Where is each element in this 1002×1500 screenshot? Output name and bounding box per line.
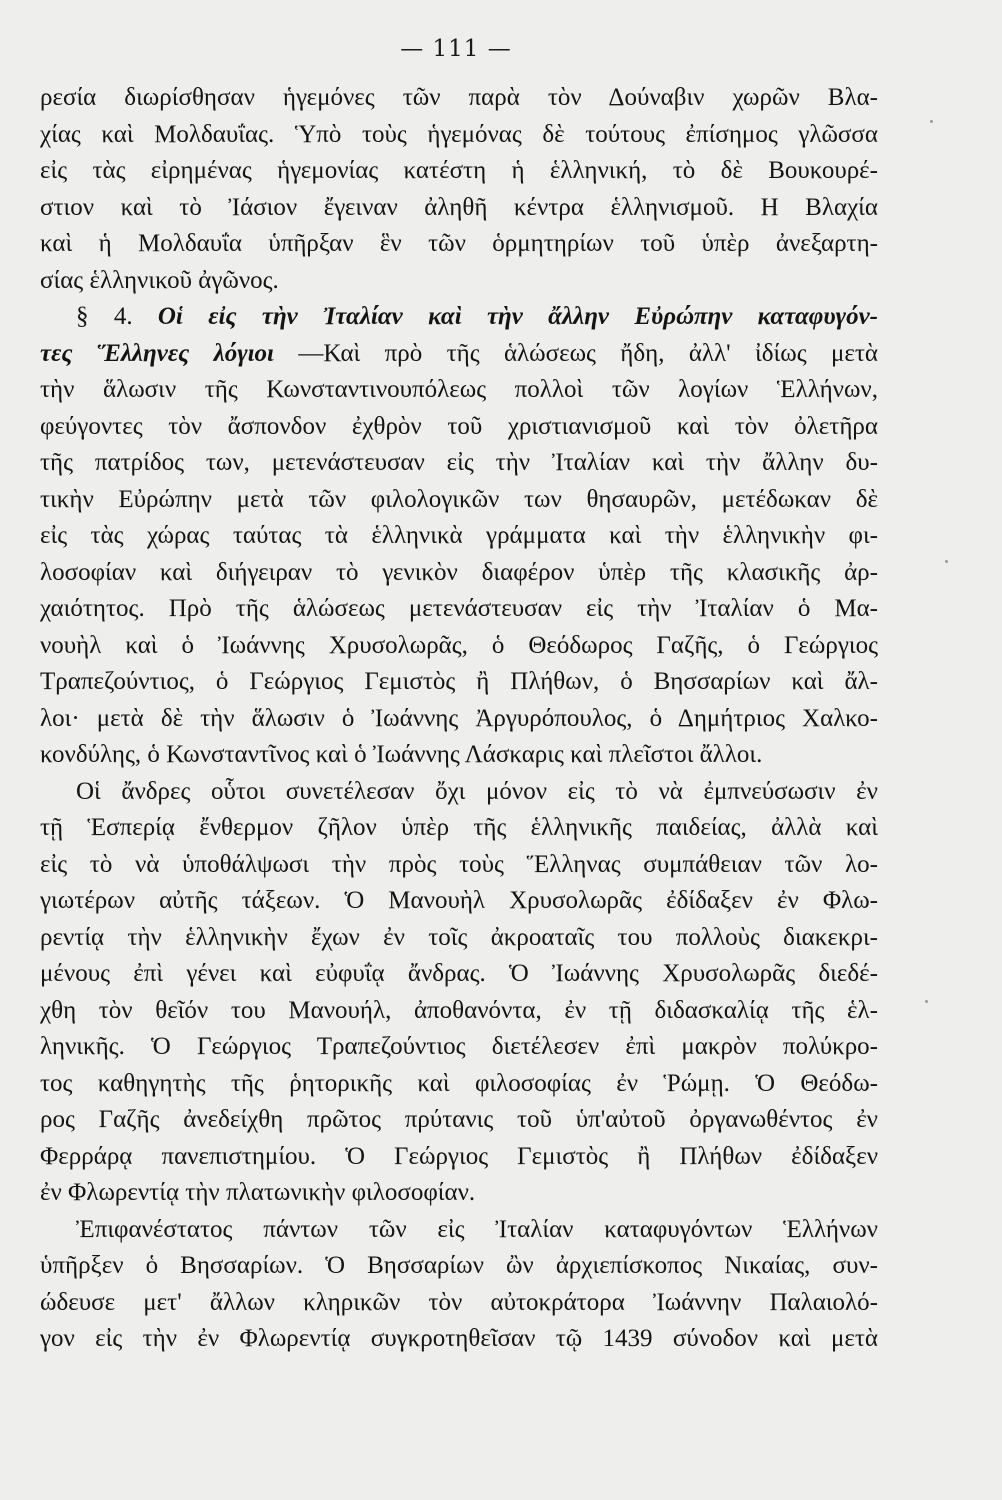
- text-line: Φερράρᾳ πανεπιστημίου. Ὁ Γεώργιος Γεμιστὸς ἢ Πλήθων ἐδίδαξεν: [40, 1142, 878, 1170]
- text-line: ληνικῆς. Ὁ Γεώργιος Τραπεζούντιος διετέλεσεν ἐπὶ μακρὸν πολύκρο-: [40, 1033, 878, 1060]
- text-line: εἰς τὸ νὰ ὑποθάλψωσι τὴν πρὸς τοὺς Ἕλληνας συμπάθειαν τῶν λο-: [40, 850, 878, 878]
- text-line: χαιότητος. Πρὸ τῆς ἁλώσεως μετενάστευσαν εἰς τὴν Ἰταλίαν ὁ Μα-: [40, 595, 878, 622]
- text-line: Ἐπιφανέστατος πάντων τῶν εἰς Ἰταλίαν καταφυγόντων Ἑλλήνων: [76, 1215, 878, 1243]
- section-heading: Οἱ εἰς τὴν Ἰταλίαν καὶ τὴν ἄλλην Εὐρώπην καταφυγόν-: [157, 303, 878, 330]
- text-line: λοσοφίαν καὶ διήγειραν τὸ γενικὸν διαφέρον ὑπὲρ τῆς κλασικῆς ἀρ-: [40, 558, 878, 586]
- text-line: νουὴλ καὶ ὁ Ἰωάννης Χρυσολωρᾶς, ὁ Θεόδωρος Γαζῆς, ὁ Γεώργιος: [40, 631, 878, 659]
- text-line: τικὴν Εὐρώπην μετὰ τῶν φιλολογικῶν των θησαυρῶν, μετέδωκαν δὲ: [40, 485, 878, 513]
- section-number: § 4.: [76, 303, 158, 330]
- text-line: σίας ἑλληνικοῦ ἀγῶνος.: [40, 266, 279, 294]
- text-line: μένους ἐπὶ γένει καὶ εὐφυΐᾳ ἄνδρας. Ὁ Ἰωάννης Χρυσολωρᾶς διεδέ-: [40, 960, 878, 987]
- text-line: εἰς τὰς χώρας ταύτας τὰ ἑλληνικὰ γράμματα καὶ τὴν ἑλληνικὴν φι-: [40, 522, 878, 549]
- section-heading-line: τες Ἕλληνες λόγιοι —Καὶ πρὸ τῆς ἁλώσεως ἤδη, ἀλλ' ἰδίως μετὰ: [40, 339, 878, 367]
- text-line: καὶ ἡ Μολδαυΐα ὑπῆρξαν ἓν τῶν ὁρμητηρίων τοῦ ὑπὲρ ἀνεξαρτη-: [40, 230, 878, 257]
- text-line: ὑπῆρξεν ὁ Βησσαρίων. Ὁ Βησσαρίων ὢν ἀρχιεπίσκοπος Νικαίας, συν-: [40, 1252, 878, 1279]
- scan-speck: [930, 120, 933, 123]
- text-line: Τραπεζούντιος, ὁ Γεώργιος Γεμιστὸς ἢ Πλήθων, ὁ Βησσαρίων καὶ ἄλ-: [40, 668, 878, 695]
- text-line: κονδύλης, ὁ Κωνσταντῖνος καὶ ὁ Ἰωάννης Λάσκαρις καὶ πλεῖστοι ἄλλοι.: [40, 741, 763, 768]
- scan-speck: [945, 560, 948, 563]
- text-line: φεύγοντες τὸν ἄσπονδον ἐχθρὸν τοῦ χριστιανισμοῦ καὶ τὸν ὀλετῆρα: [40, 412, 878, 440]
- text-line: εἰς τὰς εἰρημένας ἡγεμονίας κατέστη ἡ ἑλληνική, τὸ δὲ Βουκουρέ-: [40, 157, 878, 184]
- section-heading-line: [40, 299, 878, 336]
- text-line: τὴν ἅλωσιν τῆς Κωνσταντινουπόλεως πολλοὶ τῶν λογίων Ἑλλήνων,: [40, 376, 878, 403]
- scan-speck: [925, 1000, 928, 1003]
- text-line: τος καθηγητὴς τῆς ῥητορικῆς καὶ φιλοσοφίας ἐν Ῥώμῃ. Ὁ Θεόδω-: [40, 1069, 878, 1097]
- body-text: [40, 80, 878, 1358]
- text-line: ρεσία διωρίσθησαν ἡγεμόνες τῶν παρὰ τὸν Δούναβιν χωρῶν Βλα-: [40, 84, 878, 111]
- text-line: λοι· μετὰ δὲ τὴν ἅλωσιν ὁ Ἰωάννης Ἀργυρόπουλος, ὁ Δημήτριος Χαλκο-: [40, 704, 878, 732]
- section-heading-cont: τες Ἕλληνες λόγιοι: [40, 339, 274, 367]
- text-line: τῇ Ἑσπερίᾳ ἔνθερμον ζῆλον ὑπὲρ τῆς ἑλληνικῆς παιδείας, ἀλλὰ καὶ: [40, 814, 878, 841]
- text-line: Οἱ ἄνδρες οὗτοι συνετέλεσαν ὄχι μόνον εἰς τὸ νὰ ἐμπνεύσωσιν ἐν: [76, 777, 878, 805]
- text-line: στιον καὶ τὸ Ἰάσιον ἔγειναν ἀληθῆ κέντρα ἑλληνισμοῦ. Η Βλαχία: [40, 193, 878, 221]
- page-number: — 111 —: [400, 36, 512, 62]
- text-line: γον εἰς τὴν ἐν Φλωρεντίᾳ συγκροτηθεῖσαν τῷ 1439 σύνοδον καὶ μετὰ: [40, 1325, 878, 1352]
- text-line: ρος Γαζῆς ἀνεδείχθη πρῶτος πρύτανις τοῦ ὑπ'αὐτοῦ ὀργανωθέντος ἐν: [40, 1106, 878, 1133]
- text-line: ρεντίᾳ τὴν ἑλληνικὴν ἔχων ἐν τοῖς ἀκροαταῖς του πολλοὺς διακεκρι-: [40, 923, 878, 951]
- text-line: ἐν Φλωρεντίᾳ τὴν πλατωνικὴν φιλοσοφίαν.: [40, 1179, 476, 1206]
- text-line: χίας καὶ Μολδαυΐας. Ὑπὸ τοὺς ἡγεμόνας δὲ τούτους ἐπίσημος γλῶσσα: [40, 120, 878, 148]
- text-line: ώδευσε μετ' ἄλλων κληρικῶν τὸν αὐτοκράτορα Ἰωάννην Παλαιολό-: [40, 1288, 878, 1316]
- text-line: τῆς πατρίδος των, μετενάστευσαν εἰς τὴν Ἰταλίαν καὶ τὴν ἄλλην δυ-: [40, 449, 878, 476]
- text-line: χθη τὸν θεῖόν του Μανουήλ, ἀποθανόντα, ἐν τῇ διδασκαλίᾳ τῆς ἑλ-: [40, 996, 878, 1024]
- text-line: γιωτέρων αὐτῆς τάξεων. Ὁ Μανουὴλ Χρυσολωρᾶς ἐδίδαξεν ἐν Φλω-: [40, 887, 878, 914]
